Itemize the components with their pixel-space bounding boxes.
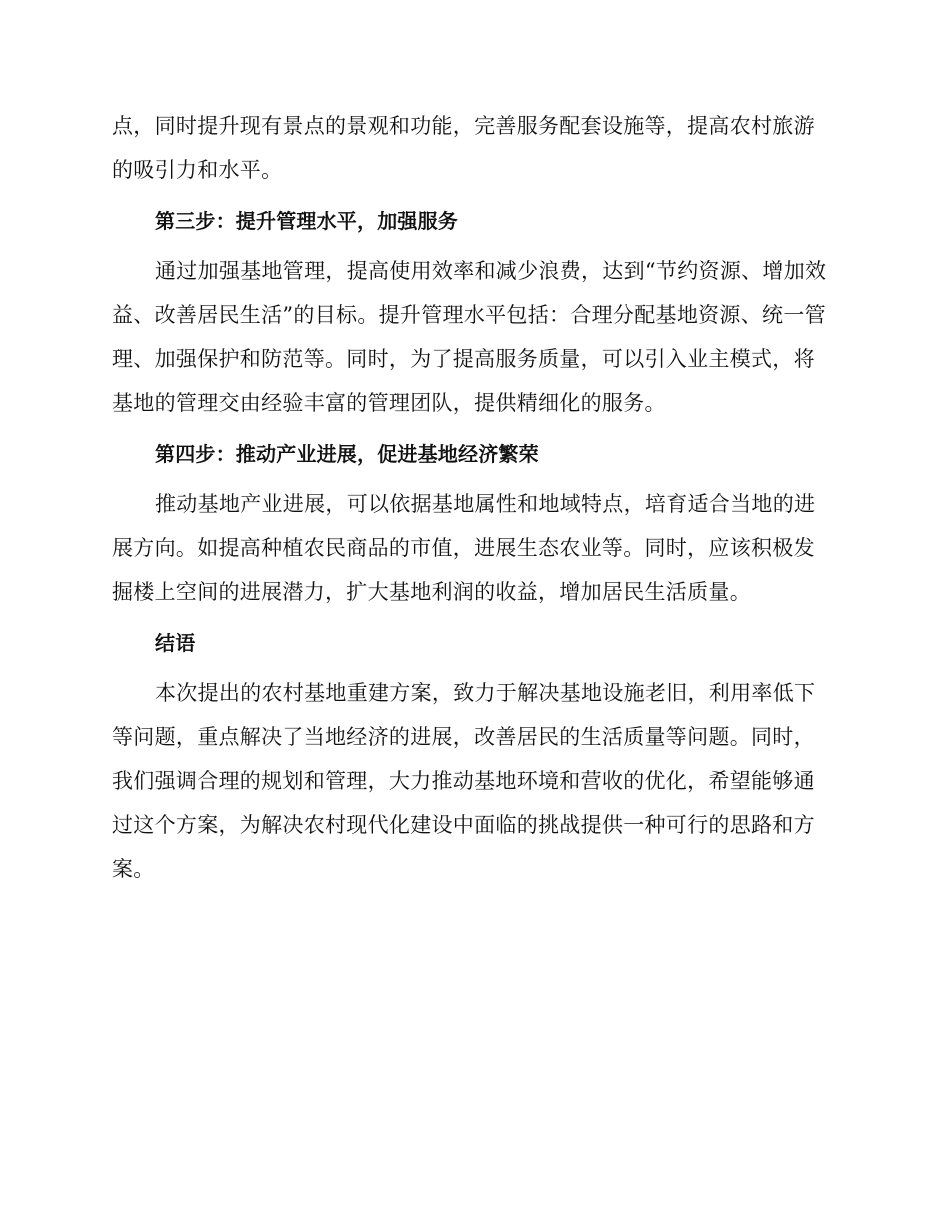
conclusion-paragraph: 本次提出的农村基地重建方案，致力于解决基地设施老旧，利用率低下等问题，重点解决了当地经济的进展，改善居民的生活质量等问题。同时，我们强调合理的规划和管理，大力推动基地环境和营收的优化，希望能够通过这个方案，为解决农村现代化建设中面临的挑战提供一种可行的思路和方案。 [112,681,816,881]
step3-paragraph: 通过加强基地管理，提高使用效率和减少浪费，达到“节约资源、增加效益、改善居民生活”的目标。提升管理水平包括：合理分配基地资源、统一管理、加强保护和防范等。同时，为了提高服务质量，可以引入业主模式，将基地的管理交由经验丰富的管理团队，提供精细化的服务。 [112,259,827,415]
step4-paragraph: 推动基地产业进展，可以依据基地属性和地域特点，培育适合当地的进展方向。如提高种植农民商品的市值，进展生态农业等。同时，应该积极发掘楼上空间的进展潜力，扩大基地利润的收益，增加居民生活质量。 [112,492,816,604]
document-page [112,104,832,898]
conclusion-heading: 结语 [155,631,196,655]
step4-heading: 第四步：推动产业进展，促进基地经济繁荣 [155,442,539,466]
intro-paragraph: 点，同时提升现有景点的景观和功能，完善服务配套设施等，提高农村旅游的吸引力和水平。 [112,114,815,182]
step3-heading: 第三步：提升管理水平，加强服务 [155,209,458,233]
